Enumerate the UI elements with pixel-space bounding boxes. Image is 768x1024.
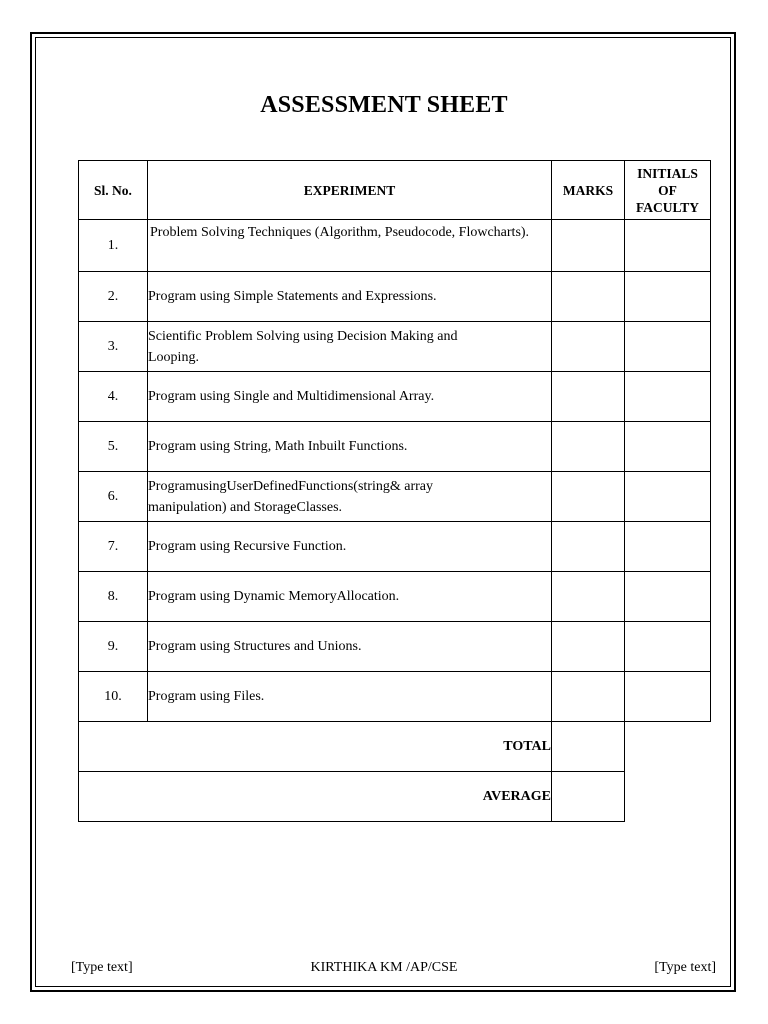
table-row xyxy=(79,472,711,522)
row-experiment: Program using Files. xyxy=(148,672,552,722)
header-initials-of-faculty xyxy=(625,161,711,220)
page-title: ASSESSMENT SHEET xyxy=(260,92,508,118)
row-marks-cell[interactable] xyxy=(552,272,625,322)
average-label: AVERAGE xyxy=(79,772,552,822)
average-blank-cell xyxy=(625,772,711,822)
row-initials-cell[interactable] xyxy=(625,522,711,572)
row-marks-cell[interactable] xyxy=(552,220,625,272)
row-sl-no: 7. xyxy=(79,522,148,572)
row-experiment: Program using Recursive Function. xyxy=(148,522,552,572)
header-initials-line3: FACULTY xyxy=(635,199,699,215)
header-sl-no: Sl. No. xyxy=(79,161,148,220)
average-marks-cell[interactable] xyxy=(552,772,625,822)
row-initials-cell[interactable] xyxy=(625,622,711,672)
row-experiment-line2: manipulation) and StorageClasses. xyxy=(148,499,343,515)
row-initials-cell[interactable] xyxy=(625,372,711,422)
row-experiment xyxy=(148,322,552,372)
row-marks-cell[interactable] xyxy=(552,672,625,722)
row-sl-no: 10. xyxy=(79,672,148,722)
row-initials-cell[interactable] xyxy=(625,272,711,322)
table-header-row xyxy=(79,161,711,220)
total-blank-cell xyxy=(625,722,711,772)
row-initials-cell[interactable] xyxy=(625,322,711,372)
table-row xyxy=(79,272,711,322)
row-sl-no: 4. xyxy=(79,372,148,422)
row-initials-cell[interactable] xyxy=(625,572,711,622)
total-label: TOTAL xyxy=(79,722,552,772)
footer-left-text: [Type text] xyxy=(71,960,133,975)
row-marks-cell[interactable] xyxy=(552,472,625,522)
row-experiment: Program using Dynamic MemoryAllocation. xyxy=(148,572,552,622)
row-marks-cell[interactable] xyxy=(552,572,625,622)
row-experiment-line1: ProgramusingUserDefinedFunctions(string& array xyxy=(148,478,433,494)
table-row xyxy=(79,220,711,272)
row-sl-no: 3. xyxy=(79,322,148,372)
table-row xyxy=(79,522,711,572)
row-sl-no: 1. xyxy=(79,220,148,272)
header-experiment: EXPERIMENT xyxy=(148,161,552,220)
row-experiment: Program using Single and Multidimensional Array. xyxy=(148,372,552,422)
row-experiment-line2: Looping. xyxy=(148,349,199,365)
header-initials-line2: OF xyxy=(658,182,677,198)
row-sl-no: 5. xyxy=(79,422,148,472)
table-row xyxy=(79,672,711,722)
total-marks-cell[interactable] xyxy=(552,722,625,772)
row-marks-cell[interactable] xyxy=(552,372,625,422)
row-experiment xyxy=(148,472,552,522)
row-sl-no: 8. xyxy=(79,572,148,622)
row-experiment: Program using Structures and Unions. xyxy=(148,622,552,672)
row-marks-cell[interactable] xyxy=(552,622,625,672)
table-row xyxy=(79,322,711,372)
row-initials-cell[interactable] xyxy=(625,472,711,522)
row-experiment-line1: Scientific Problem Solving using Decision Making and xyxy=(148,328,458,344)
assessment-table xyxy=(78,160,711,822)
table-row xyxy=(79,622,711,672)
row-initials-cell[interactable] xyxy=(625,672,711,722)
header-marks: MARKS xyxy=(552,161,625,220)
average-row xyxy=(79,772,711,822)
row-marks-cell[interactable] xyxy=(552,422,625,472)
row-marks-cell[interactable] xyxy=(552,522,625,572)
total-row xyxy=(79,722,711,772)
row-initials-cell[interactable] xyxy=(625,220,711,272)
row-sl-no: 2. xyxy=(79,272,148,322)
footer-right-text: [Type text] xyxy=(654,960,716,975)
header-initials-line1: INITIALS xyxy=(637,165,698,181)
footer-author: KIRTHIKA KM /AP/CSE xyxy=(310,960,458,975)
row-sl-no: 9. xyxy=(79,622,148,672)
row-experiment: Problem Solving Techniques (Algorithm, Pseudocode, Flowcharts). xyxy=(148,220,552,272)
row-marks-cell[interactable] xyxy=(552,322,625,372)
table-row xyxy=(79,572,711,622)
row-sl-no: 6. xyxy=(79,472,148,522)
table-row xyxy=(79,422,711,472)
row-experiment: Program using Simple Statements and Expressions. xyxy=(148,272,552,322)
row-experiment: Program using String, Math Inbuilt Functions. xyxy=(148,422,552,472)
table-row xyxy=(79,372,711,422)
row-initials-cell[interactable] xyxy=(625,422,711,472)
